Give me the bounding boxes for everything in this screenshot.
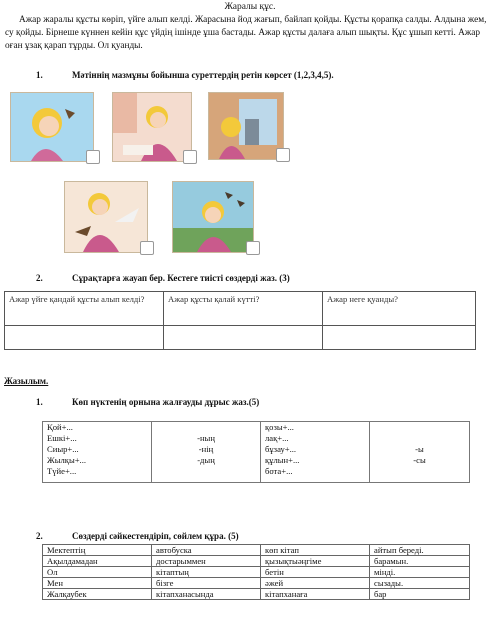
writing-task1-number: 1. [36, 397, 43, 407]
question-2: Ажар құсты қалай күтті? [164, 292, 323, 326]
nouns-column-1 [43, 422, 152, 483]
nouns-column-2 [261, 422, 370, 483]
noun-item: Қой+... [47, 422, 73, 432]
order-box-2[interactable] [183, 150, 197, 164]
match-cell: бар [370, 589, 470, 600]
picture-girl-watching-birds-fly [172, 181, 254, 253]
question-1: Ажар үйге қандай құсты алып келді? [5, 292, 164, 326]
suffix-table [42, 421, 470, 483]
suffix-item: -нің [198, 444, 214, 454]
story-paragraph: Ажар жаралы құсты көріп, үйге алып келді. Жарасына йод жағып, байлап қойды. Құсты қорапқа салды. Алдына жем, су қойды. Бірнеше күннен кейін құс үйдің ішінде ұша бастады. Ажар құсты далаға алып шықты. Құс ұшып кетті. Ажар оған ұзақ қарап тұрды. Ол қуанды. [5, 15, 487, 51]
match-cell: кітапханасында [152, 589, 261, 600]
match-cell: сызады. [370, 578, 470, 589]
answer-cell-3[interactable] [323, 326, 476, 350]
writing-task2-number: 2. [36, 531, 43, 541]
match-cell: Мектептің [43, 545, 152, 556]
match-cell: Ақылдамадан [43, 556, 152, 567]
girl-bandaging-bird-illustration [113, 93, 191, 161]
match-cell: бетін [261, 567, 370, 578]
writing-heading: Жазылым. [4, 376, 49, 386]
match-cell: Мен [43, 578, 152, 589]
order-box-5[interactable] [246, 241, 260, 255]
order-box-1[interactable] [86, 150, 100, 164]
noun-item: қозы+... [265, 422, 294, 432]
noun-item: Жылқы+... [47, 455, 87, 465]
question-table [4, 291, 476, 350]
match-cell: кітапханаға [261, 589, 370, 600]
writing-task2-instruction: Сөздерді сәйкестендіріп, сөйлем құра. (5) [72, 531, 239, 541]
picture-girl-with-bird [10, 92, 94, 162]
picture-girl-at-window [208, 92, 284, 160]
girl-with-bird-illustration [11, 93, 93, 161]
document-title: Жаралы құс. [224, 2, 276, 12]
girl-feeding-bird-illustration [65, 182, 147, 252]
answer-cell-2[interactable] [164, 326, 323, 350]
match-cell: әжей [261, 578, 370, 589]
noun-item: құлын+... [265, 455, 300, 465]
task2-instruction: Сұрақтарға жауап бер. Кестеге тиісті сөздерді жаз. (3) [72, 273, 290, 283]
match-cell: барамын. [370, 556, 470, 567]
noun-item: Түйе+... [47, 466, 77, 476]
match-cell: автобуска [152, 545, 261, 556]
suffix-column-2 [370, 422, 470, 483]
match-cell: міндi. [370, 567, 470, 578]
writing-task1-instruction: Көп нүктенің орнына жалғауды дұрыс жаз.(5) [72, 397, 260, 407]
match-cell: достарыммен [152, 556, 261, 567]
match-cell: Жалқаубек [43, 589, 152, 600]
order-box-4[interactable] [140, 241, 154, 255]
suffix-item: -ы [415, 444, 424, 454]
match-cell: көп кітап [261, 545, 370, 556]
match-cell: бізге [152, 578, 261, 589]
suffix-item: -ның [197, 433, 215, 443]
match-cell: кітаптың [152, 567, 261, 578]
match-cell: қызықтыәңгіме [261, 556, 370, 567]
noun-item: Ешкі+... [47, 433, 77, 443]
question-3: Ажар неге қуанды? [323, 292, 476, 326]
noun-item: бота+... [265, 466, 293, 476]
noun-item: Сиыр+... [47, 444, 79, 454]
picture-girl-feeding-bird [64, 181, 148, 253]
noun-item: бұзау+... [265, 444, 297, 454]
match-cell: Ол [43, 567, 152, 578]
suffix-item: -сы [413, 455, 426, 465]
girl-at-window-illustration [209, 93, 283, 159]
task2-number: 2. [36, 273, 43, 283]
picture-girl-bandaging-bird [112, 92, 192, 162]
match-cell: айтып береді. [370, 545, 470, 556]
order-box-3[interactable] [276, 148, 290, 162]
matching-table [42, 544, 470, 600]
task1-number: 1. [36, 70, 43, 80]
answer-cell-1[interactable] [5, 326, 164, 350]
task1-instruction: Мәтіннің мазмұны бойынша суреттердің ретін көрсет (1,2,3,4,5). [72, 70, 334, 80]
noun-item: лақ+... [265, 433, 289, 443]
suffix-item: -дың [197, 455, 215, 465]
girl-watching-birds-illustration [173, 182, 253, 252]
suffix-column-1 [152, 422, 261, 483]
